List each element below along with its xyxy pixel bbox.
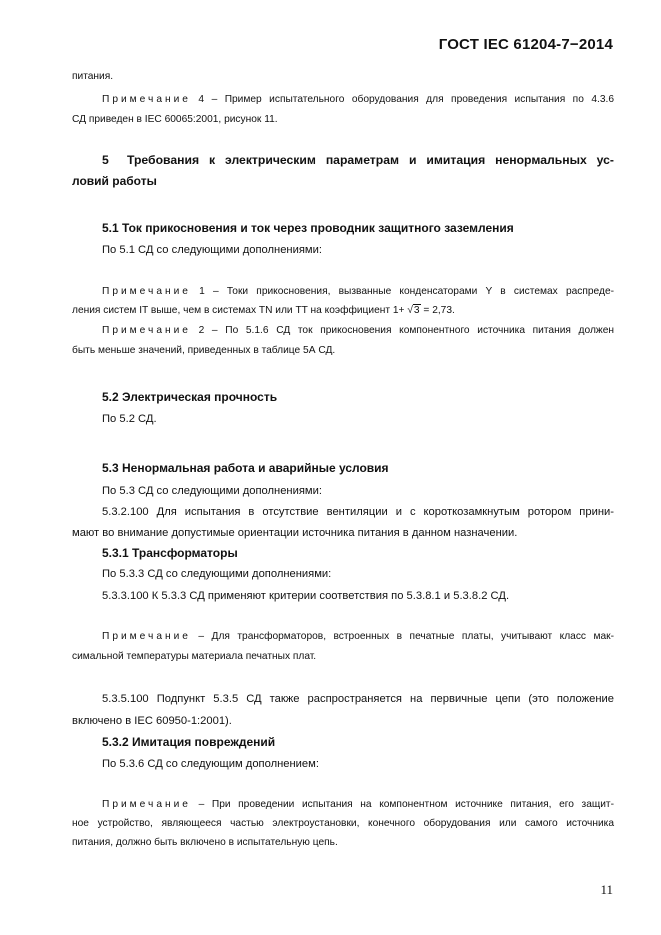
note-5-line-1 — [102, 798, 614, 812]
text-line: питания. — [72, 71, 114, 82]
note-label: Примечание — [102, 799, 191, 810]
note-text: – При проведении испытания на компонентном источнике питания, его защит- — [190, 799, 614, 810]
heading-5-2: 5.2 Электрическая прочность — [102, 390, 278, 404]
note-text: 1 – Токи прикосновения, вызванные конденсаторами Y в системах распреде- — [190, 286, 614, 297]
paragraph-5-3-5-100-line-1: 5.3.5.100 Подпункт 5.3.5 СД также распространяется на первичные цепи (это положение — [102, 693, 614, 705]
note-text: – Для трансформаторов, встроенных в печатные платы, учитывают класс мак- — [190, 631, 614, 642]
note-5-line-3: питания, должно быть включено в испытательную цепь. — [72, 837, 338, 848]
note-1-line-1 — [102, 285, 614, 299]
note-4-line-1 — [102, 93, 614, 107]
paragraph-5-3-2-100-line-1: 5.3.2.100 Для испытания в отсутствие вентиляции и с короткозамкнутым ротором прини- — [102, 506, 614, 518]
paragraph-5-3-5-100-line-2: включено в IEC 60950-1:2001). — [72, 715, 232, 727]
note-2-line-1 — [102, 324, 614, 338]
note-label: Примечание — [102, 286, 191, 297]
note-text: ления систем IT выше, чем в системах TN или TT на коэффициент 1+ — [72, 305, 408, 316]
note-text: 2 – По 5.1.6 СД ток прикосновения компонентного источника питания должен — [190, 325, 614, 336]
paragraph: По 5.3.6 СД со следующим дополнением: — [102, 758, 319, 770]
heading-5-3-1: 5.3.1 Трансформаторы — [102, 546, 238, 560]
paragraph: По 5.2 СД. — [102, 413, 157, 425]
note-text: 4 – Пример испытательного оборудования для проведения испытания по 4.3.6 — [190, 94, 614, 105]
page-number: 11 — [600, 882, 613, 897]
radical-sign: √ — [407, 305, 413, 316]
note-1-line-2 — [72, 304, 614, 318]
section-5-heading-line-1 — [102, 153, 614, 167]
note-3-line-2: симальной температуры материала печатных плат. — [72, 651, 317, 662]
note-label: Примечание — [102, 325, 191, 336]
note-label: Примечание — [102, 631, 191, 642]
note-5-line-2: ное устройство, являющееся частью электроустановки, конечного оборудования или самого источника — [72, 818, 614, 829]
heading-5-3-2: 5.3.2 Имитация повреждений — [102, 735, 276, 749]
document-header: ГОСТ IEC 61204-7−2014 — [438, 36, 613, 53]
paragraph: По 5.3.3 СД со следующими дополнениями: — [102, 568, 332, 580]
heading-5-1: 5.1 Ток прикосновения и ток через проводник защитного заземления — [102, 221, 514, 235]
square-root — [407, 304, 420, 318]
section-number: 5 — [102, 153, 109, 167]
note-label: Примечание — [102, 94, 191, 105]
note-2-line-2: быть меньше значений, приведенных в таблице 5А СД. — [72, 345, 336, 356]
note-4-line-2: СД приведен в IEC 60065:2001, рисунок 11. — [72, 114, 278, 125]
paragraph-5-3-2-100-line-2: мают во внимание допустимые ориентации источника питания в данном назначении. — [72, 527, 518, 539]
paragraph-5-3-3-100: 5.3.3.100 К 5.3.3 СД применяют критерии соответствия по 5.3.8.1 и 5.3.8.2 СД. — [102, 590, 510, 602]
section-5-heading-line-2: ловий работы — [72, 174, 157, 188]
paragraph: По 5.1 СД со следующими дополнениями: — [102, 244, 322, 256]
section-title: Требования к электрическим параметрам и имитация ненормальных ус- — [127, 153, 614, 167]
note-text: = 2,73. — [420, 305, 455, 316]
heading-5-3: 5.3 Ненормальная работа и аварийные условия — [102, 461, 389, 475]
note-3-line-1 — [102, 630, 614, 644]
radicand: 3 — [413, 305, 420, 316]
paragraph: По 5.3 СД со следующими дополнениями: — [102, 485, 322, 497]
